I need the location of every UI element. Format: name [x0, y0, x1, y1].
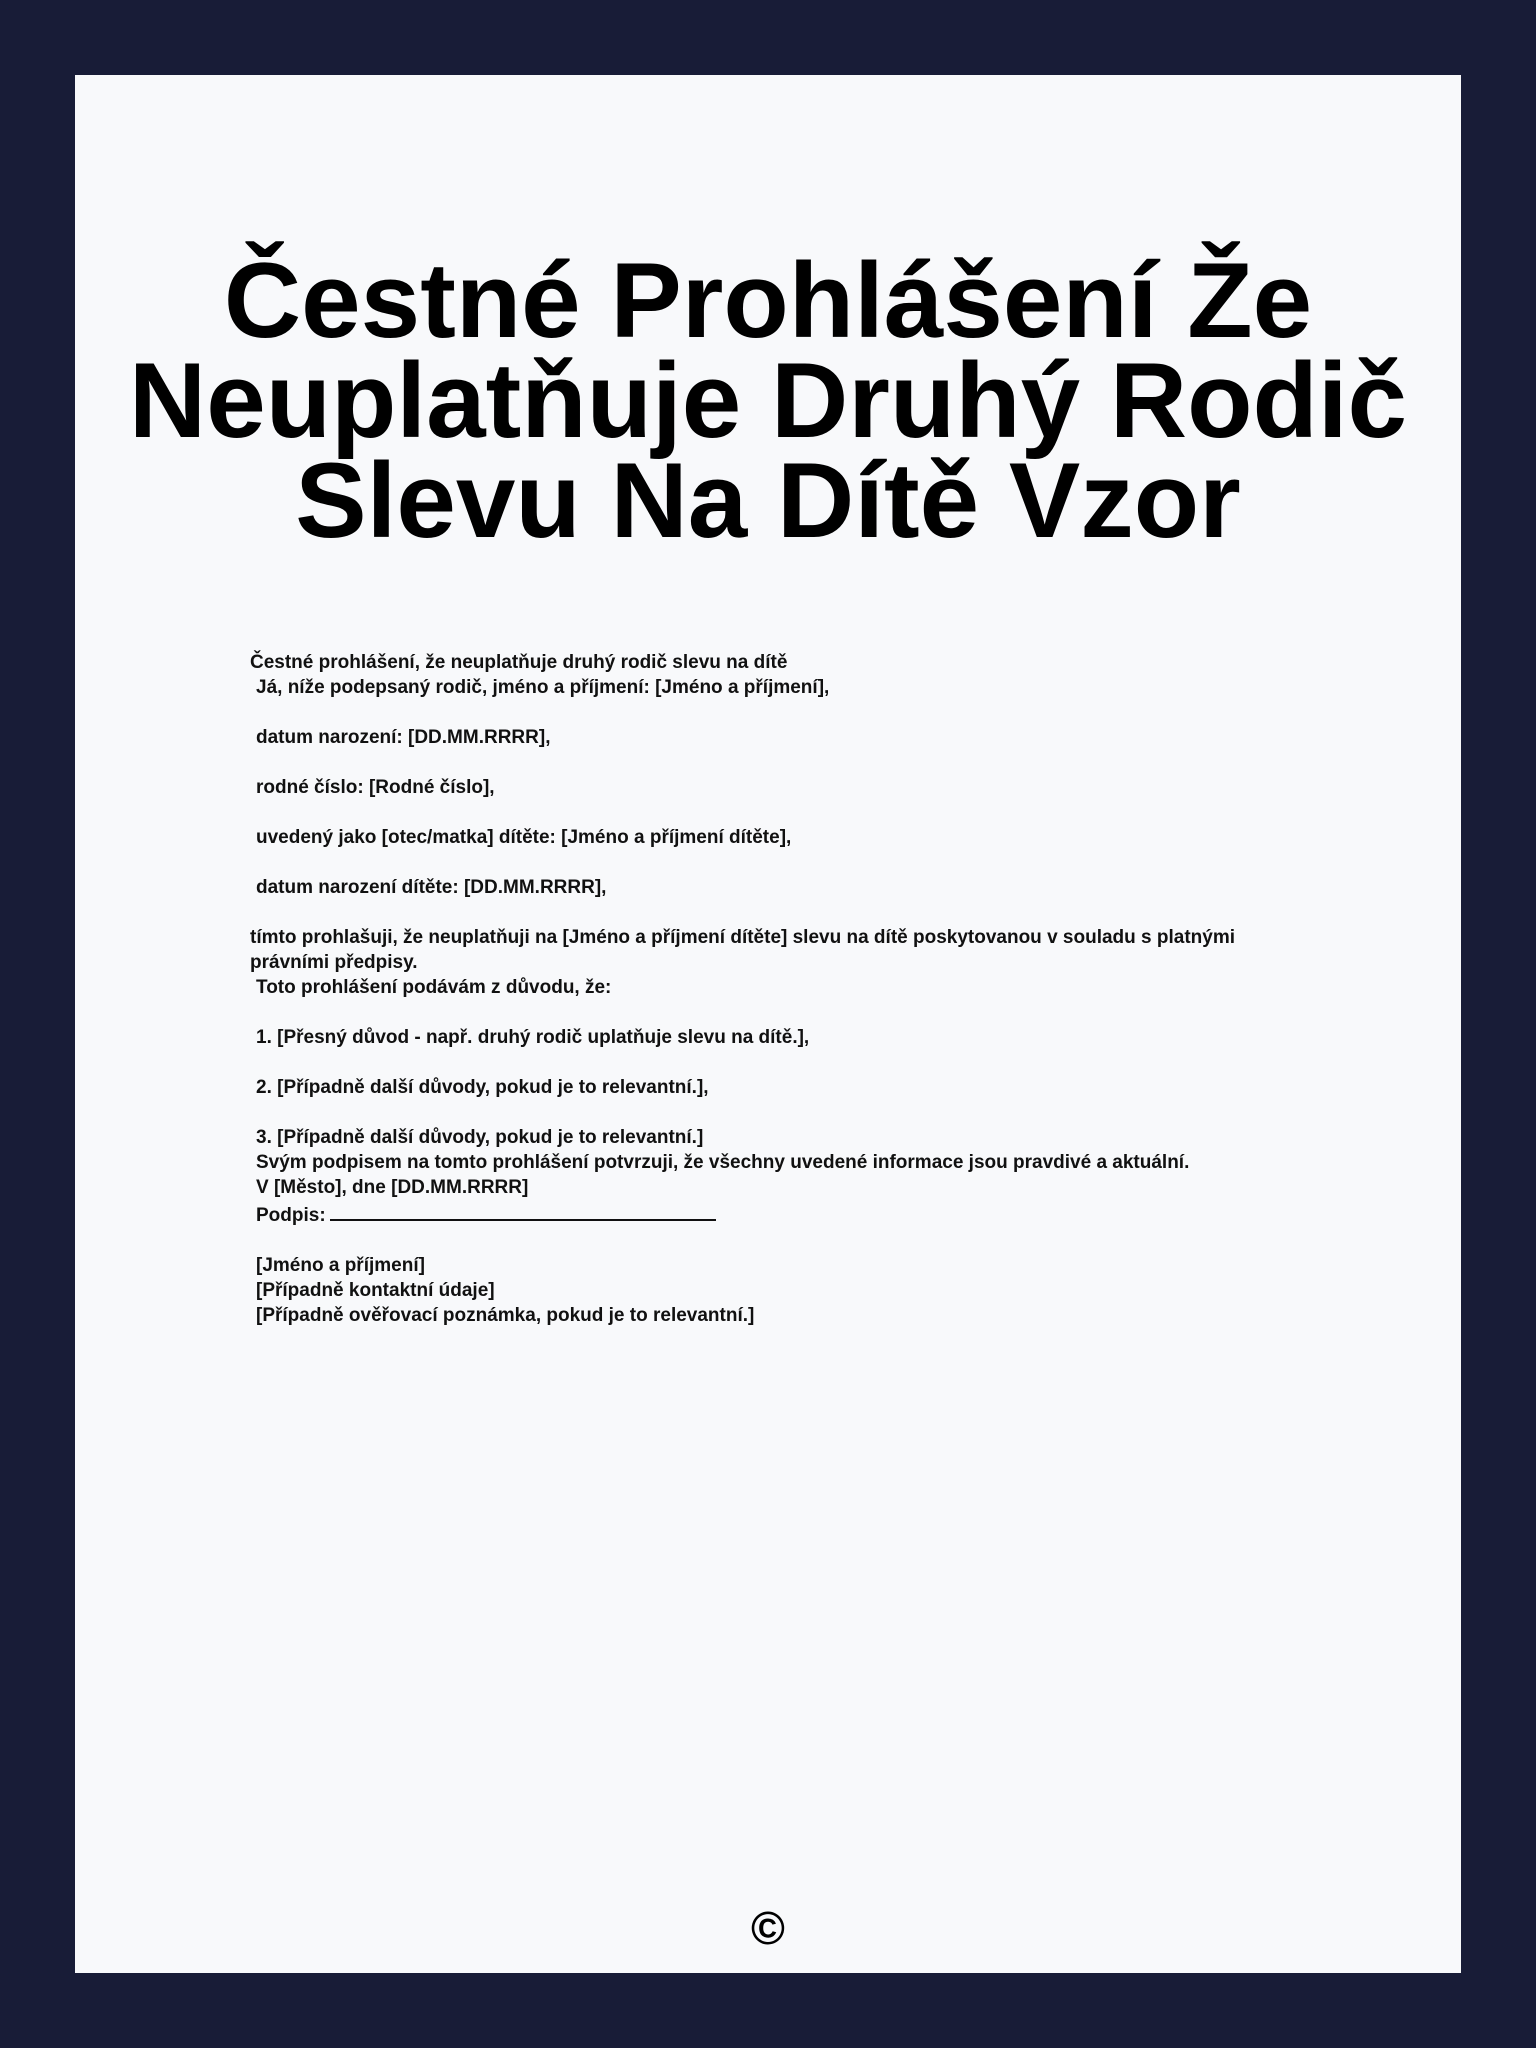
- reason-intro: Toto prohlášení podávám z důvodu, že:: [256, 977, 612, 998]
- title-line-3: Slevu Na Dítě Vzor: [295, 440, 1241, 560]
- confirmation-line: Svým podpisem na tomto prohlášení potvrzuji, že všechny uvedené informace jsou pravdivé a aktuální.: [256, 1152, 1190, 1173]
- copyright-icon: ©: [751, 1902, 785, 1954]
- blank-line: [250, 1100, 1350, 1125]
- blank-line: [250, 700, 1350, 725]
- child-birth-date-line: datum narození dítěte: [DD.MM.RRRR],: [256, 877, 607, 898]
- parent-role-line: uvedený jako [otec/matka] dítěte: [Jméno a příjmení dítěte],: [256, 827, 792, 848]
- blank-line: [250, 900, 1350, 925]
- signature-line: [330, 1200, 716, 1221]
- title-line-2: Neuplatňuje Druhý Rodič: [128, 340, 1408, 460]
- signer-name-line: [Jméno a příjmení]: [256, 1255, 425, 1276]
- declarant-name-line: Já, níže podepsaný rodič, jméno a příjmení: [Jméno a příjmení],: [256, 677, 830, 698]
- blank-line: [250, 750, 1350, 775]
- signature-label: Podpis:: [256, 1205, 326, 1226]
- reason-item-3: 3. [Případně další důvody, pokud je to relevantní.]: [256, 1127, 704, 1148]
- declaration-statement: tímto prohlašuji, že neuplatňuji na [Jméno a příjmení dítěte] slevu na dítě poskytovanou v souladu s platnými právními předpisy.: [250, 927, 1235, 973]
- title-line-1: Čestné Prohlášení Že: [223, 240, 1313, 360]
- declaration-text: [250, 650, 1350, 1328]
- blank-line: [250, 850, 1350, 875]
- place-date-line: V [Město], dne [DD.MM.RRRR]: [256, 1177, 529, 1198]
- document-page: [75, 75, 1461, 1973]
- contact-line: [Případně kontaktní údaje]: [256, 1280, 495, 1301]
- blank-line: [250, 800, 1350, 825]
- verification-note-line: [Případně ověřovací poznámka, pokud je to relevantní.]: [256, 1305, 755, 1326]
- signature-row: [250, 1200, 1350, 1228]
- blank-line: [250, 1228, 1350, 1253]
- blank-line: [250, 1050, 1350, 1075]
- blank-line: [250, 1000, 1350, 1025]
- page-title: [75, 240, 1461, 560]
- reason-item-2: 2. [Případně další důvody, pokud je to relevantní.],: [256, 1077, 709, 1098]
- birth-date-line: datum narození: [DD.MM.RRRR],: [256, 727, 551, 748]
- birth-number-line: rodné číslo: [Rodné číslo],: [256, 777, 495, 798]
- reason-item-1: 1. [Přesný důvod - např. druhý rodič uplatňuje slevu na dítě.],: [256, 1027, 810, 1048]
- declaration-heading: Čestné prohlášení, že neuplatňuje druhý rodič slevu na dítě: [250, 652, 788, 673]
